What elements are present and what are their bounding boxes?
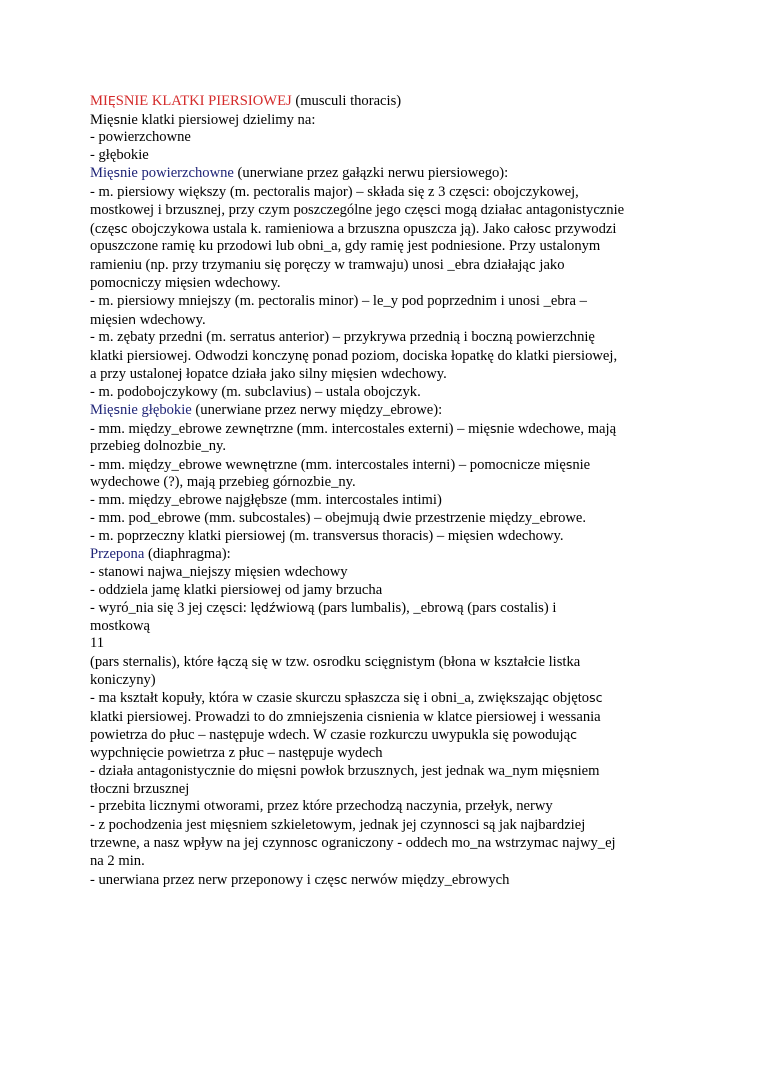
text-segment: ): — [221, 545, 231, 562]
text-line — [90, 635, 680, 653]
text-line — [90, 798, 680, 816]
text-segment: Ę — [107, 93, 116, 108]
text-segment: n — [369, 366, 378, 382]
text-segment: łą — [217, 653, 229, 669]
text-segment: Mię — [90, 111, 114, 128]
text-segment: ( — [226, 183, 235, 200]
text-segment: (czę — [90, 220, 115, 237]
text-line — [90, 474, 680, 492]
text-segment: sie — [469, 528, 486, 545]
text-segment: SNIE KLATKI PIERSIOWEJ — [115, 93, 292, 109]
text-segment: - — [90, 456, 99, 473]
text-segment: ę — [256, 420, 264, 436]
text-line — [90, 618, 680, 636]
text-segment: - działa antagonistycznie do mię — [90, 763, 279, 780]
text-line — [90, 492, 680, 510]
text-segment: c — [570, 727, 577, 743]
text-segment: - oddziela jamę klatki piersiowej od jamy brzucha — [90, 581, 383, 598]
text-segment: wiową ( — [275, 600, 323, 617]
text-segment: mm. intercostales externi — [301, 420, 449, 437]
text-line — [90, 201, 680, 220]
text-segment: trzne — [263, 420, 294, 437]
text-line — [90, 220, 680, 239]
text-segment: s — [377, 708, 384, 724]
text-line — [90, 853, 680, 871]
text-segment: dzy_ebrowe wewn — [150, 456, 261, 473]
text-segment: ci: obojczykowej, — [475, 183, 579, 200]
text-segment: ) i — [543, 600, 557, 617]
text-segment: s — [278, 763, 286, 779]
text-segment: wydechowe (?), mają przebieg górnozbie_ny. — [90, 474, 356, 491]
text-line — [90, 147, 680, 165]
text-line — [90, 708, 680, 727]
text-segment: ograniczony - oddech mo_na wstrzyma — [317, 835, 552, 852]
text-line — [90, 834, 680, 853]
text-segment: ) – pomocnicze mię — [450, 456, 566, 473]
text-segment: ) – mię — [428, 528, 470, 545]
text-segment: wdechowy. — [493, 528, 564, 545]
text-segment: klatki piersiowej. Odwodzi ko — [90, 347, 267, 364]
text-segment: dzy_ebrowych — [423, 871, 510, 888]
text-segment: ), które — [171, 653, 218, 670]
text-segment: c — [542, 690, 549, 706]
text-segment: m. zębaty przedni — [98, 329, 203, 346]
text-segment: nerwów mię — [347, 871, 424, 888]
text-segment: (unerwiane przez gałązki nerwu piersiowego): — [233, 165, 509, 182]
text-segment: s — [364, 653, 372, 669]
text-segment: obję — [548, 690, 578, 707]
text-segment: m. pectoralis major — [234, 183, 348, 200]
text-segment: sc — [114, 220, 128, 236]
text-segment: mostkową — [90, 617, 150, 634]
text-segment: s — [231, 816, 239, 832]
text-segment: d — [261, 600, 269, 616]
text-segment: 11 — [90, 635, 105, 652]
text-segment: m. subclavius — [226, 383, 307, 400]
text-line — [90, 871, 680, 890]
text-segment: - mm. mię — [90, 492, 151, 509]
text-segment: sie — [186, 275, 204, 292]
text-line — [90, 111, 680, 130]
text-segment: ) — [436, 492, 442, 509]
text-segment: wdechowy. — [211, 275, 281, 292]
text-segment: diaphragma — [152, 545, 222, 562]
text-segment: - m. podobojczykowy ( — [90, 383, 227, 400]
text-segment: mm. mię — [98, 456, 151, 473]
text-segment: - m. poprzeczny klatki piersiowej ( — [90, 528, 295, 545]
text-segment: dzy_ebrowe): — [361, 402, 443, 419]
text-segment: ramieniu (np. przy trzymaniu się poręczy w tramwaju) unosi _ebra działają — [90, 256, 529, 273]
text-segment: rodku — [326, 653, 365, 670]
text-line — [90, 311, 680, 330]
text-line — [90, 274, 680, 293]
text-segment: sc — [304, 835, 318, 851]
text-segment: nie — [572, 456, 591, 473]
text-line — [90, 599, 680, 618]
text-segment: ( — [297, 456, 306, 473]
text-segment: sie — [111, 311, 129, 328]
text-segment: szają — [512, 690, 543, 707]
text-segment: na 2 min. — [90, 852, 145, 869]
text-segment: to — [577, 690, 590, 707]
text-segment: musculi thoracis — [300, 93, 397, 109]
text-segment: dzy_ebrowe zewn — [150, 420, 257, 437]
text-segment: k — [199, 183, 207, 199]
text-segment: tłoczni brzusznej — [90, 780, 190, 797]
text-segment: - wyró_nia się 3 jej czę — [90, 600, 226, 617]
text-segment: n — [266, 347, 275, 363]
text-segment: - głębokie — [90, 146, 149, 163]
text-segment: ( — [202, 329, 212, 346]
text-segment: n — [272, 564, 281, 580]
text-segment: obojczykowa ustala k. ramieniowa a brzuszna opuszcza ją). Jako cało — [127, 220, 538, 237]
text-segment: dzy_ebrowe najgłębsze ( — [150, 492, 296, 509]
text-segment: jako — [535, 256, 565, 273]
text-segment: wdechowy. — [377, 366, 447, 383]
text-segment: cięgnistym (błona w kształcie listka — [371, 653, 581, 670]
text-segment: powietrza do płuc – nastę — [90, 727, 240, 744]
text-segment: n — [128, 311, 137, 327]
text-segment: s — [113, 402, 121, 418]
text-segment: mię — [90, 311, 112, 328]
text-line — [90, 183, 680, 202]
text-segment: ( — [291, 93, 301, 109]
text-segment: trzewne, a nasz wpływ na jej czynno — [90, 835, 305, 852]
text-segment: mm. mię — [98, 420, 151, 437]
text-segment: - stanowi najwa_niejszy mię — [90, 564, 257, 581]
text-line — [90, 726, 680, 745]
text-segment: ), _ebrową ( — [401, 600, 473, 617]
text-line — [90, 384, 680, 402]
document-page — [90, 92, 680, 889]
text-segment: (unerwiane przez nerwy mię — [191, 402, 362, 419]
text-segment: ni powłok brzusznych, jest jednak wa_nym mię — [285, 763, 564, 780]
text-segment: pars costalis — [472, 600, 544, 617]
text-segment: - powierzchowne — [90, 129, 191, 146]
text-segment: sc — [537, 220, 552, 236]
text-segment: m. piersiowy wię — [98, 183, 200, 200]
text-segment: - mm. pod_ebrowe ( — [90, 509, 210, 526]
text-segment: - — [90, 420, 99, 437]
text-segment: ci są jak najbardziej — [468, 816, 586, 833]
text-segment: puje wdech. W czasie rozkurczu uwypukla się powodują — [239, 727, 571, 744]
text-line — [90, 689, 680, 708]
text-segment: Mię — [90, 402, 114, 419]
text-segment: s — [225, 600, 233, 616]
text-segment: ę — [260, 456, 268, 472]
text-segment: s — [563, 763, 571, 779]
text-segment: - przebita licznymi otworami, przez które przechodzą naczynia, przełyk, nerwy — [90, 798, 553, 815]
text-segment: m. piersiowy mniejszy — [98, 293, 232, 310]
text-line — [90, 365, 680, 384]
text-segment: s — [113, 111, 121, 127]
text-line — [90, 510, 680, 528]
text-segment: nie klatki piersiowej dzielimy na: — [120, 111, 316, 128]
text-line — [90, 293, 680, 311]
text-segment: Przepona — [90, 545, 145, 562]
text-segment: Mię — [90, 165, 114, 182]
text-line — [90, 672, 680, 690]
text-line — [90, 762, 680, 781]
text-segment: pars lumbalis — [322, 600, 402, 617]
text-segment: ) – składa się z 3 czę — [347, 183, 469, 200]
text-line — [90, 653, 680, 672]
text-line — [90, 329, 680, 347]
text-segment: ź — [268, 600, 276, 616]
text-line — [90, 92, 680, 111]
text-segment: pomocniczy mię — [90, 275, 187, 292]
text-segment: wypchnię — [90, 744, 147, 761]
text-line — [90, 438, 680, 456]
text-segment: czynę ponad poziom, dociska łopatkę do klatki piersiowej, — [274, 347, 618, 364]
text-segment: m. serratus anterior — [211, 329, 325, 346]
text-line — [90, 420, 680, 439]
text-segment: s — [462, 816, 469, 832]
text-segment: wdechowy. — [136, 311, 206, 328]
text-segment: - z pochodzenia jest mię — [90, 816, 232, 833]
text-line — [90, 347, 680, 366]
text-segment: mostkowej i brzusznej, przy czym poszczególne jego czę — [90, 202, 424, 219]
text-segment: c — [551, 835, 559, 851]
text-segment: trzne — [267, 456, 298, 473]
text-segment: sie — [256, 564, 273, 581]
text-segment: k — [505, 690, 513, 706]
text-segment: mm. intercostales intimi — [295, 492, 437, 509]
text-segment: niem szkieletowym, jednak jej czynno — [238, 816, 463, 833]
text-segment: - — [90, 329, 99, 346]
text-line — [90, 129, 680, 147]
text-segment: niem — [570, 763, 600, 780]
text-line — [90, 238, 680, 256]
text-segment: n — [485, 528, 494, 544]
text-segment: nie powierzchowne — [120, 165, 234, 182]
text-segment: najwy_ej — [558, 835, 616, 852]
text-segment: ( — [231, 293, 240, 310]
text-segment: mm. intercostales interni — [305, 456, 451, 473]
text-line — [90, 781, 680, 799]
text-segment: s — [490, 420, 497, 436]
text-segment: ) — [396, 93, 402, 109]
text-segment: sc — [589, 690, 603, 706]
text-segment: ( — [90, 653, 95, 670]
text-segment: dzy_ebrowe. — [511, 509, 587, 526]
text-line — [90, 256, 680, 275]
text-segment: s — [320, 653, 327, 669]
text-segment: ( — [144, 545, 153, 562]
text-segment: nie głębokie — [120, 402, 192, 419]
text-segment: - ma kształt kopuły, która w czasie skurczu spłaszcza się i obni_a, zwię — [90, 690, 506, 707]
text-segment: pars sternalis — [94, 653, 172, 670]
text-segment: cie powietrza z płuc – nastę — [146, 744, 309, 761]
text-segment: ) – le_y pod poprzednim i unosi _ebra – — [353, 293, 587, 310]
text-line — [90, 527, 680, 546]
text-segment: ) – obejmują dwie przestrzenie mię — [305, 509, 512, 526]
text-segment: antagonistycznie — [522, 202, 625, 219]
text-segment: wdechowy — [280, 564, 348, 581]
text-segment: ci mogą działa — [430, 202, 516, 219]
text-line — [90, 816, 680, 835]
text-segment: przebieg dolnozbie_ny. — [90, 438, 227, 455]
text-segment: sie — [353, 366, 370, 383]
text-segment: ci: lę — [232, 600, 262, 617]
text-segment: n — [203, 275, 212, 291]
text-segment: m. transversus thoracis — [294, 528, 429, 545]
text-segment: nie wdechowe, mają — [496, 420, 617, 437]
text-segment: s — [565, 456, 573, 472]
text-segment: ) – ustala obojczyk. — [306, 383, 421, 400]
text-segment: c — [528, 256, 536, 272]
text-segment: opuszczone ramię ku przodowi lub obni_a, gdy ramię jest podniesione. Przy ustalonym — [90, 238, 601, 255]
text-segment: c — [515, 202, 523, 218]
text-line — [90, 401, 680, 420]
text-line — [90, 546, 680, 564]
text-segment: klatki piersiowej. Prowadzi to do zmniejszenia ci — [90, 708, 378, 725]
text-segment: - — [90, 293, 99, 310]
text-segment: nienia w klatce piersiowej i wessania — [383, 708, 601, 725]
text-line — [90, 745, 680, 763]
text-line — [90, 456, 680, 475]
text-line — [90, 563, 680, 582]
text-segment: ) – przykrywa przednią i boczną powierzchnię — [324, 329, 595, 346]
text-segment: czą się w tzw. o — [228, 653, 321, 670]
text-segment: MI — [90, 93, 108, 109]
text-segment: a przy ustalonej łopatce działa jako silny mię — [90, 366, 354, 383]
text-segment: - — [90, 183, 99, 200]
text-segment: przywodzi — [551, 220, 617, 237]
text-segment: - unerwiana przez nerw przeponowy i czę — [90, 871, 334, 888]
text-line — [90, 164, 680, 183]
text-segment: s — [113, 165, 121, 181]
text-segment: szy — [206, 183, 227, 200]
text-segment: s — [468, 183, 476, 199]
text-segment: s — [423, 202, 431, 218]
text-segment: mm. subcostales — [209, 509, 306, 526]
text-segment: m. pectoralis minor — [239, 293, 354, 310]
text-segment: ( — [293, 420, 302, 437]
text-segment: koniczyny) — [90, 671, 156, 688]
text-segment: sc — [333, 871, 348, 887]
text-segment: ) – mię — [448, 420, 491, 437]
text-line — [90, 582, 680, 600]
text-segment: puje wydech — [308, 744, 383, 761]
